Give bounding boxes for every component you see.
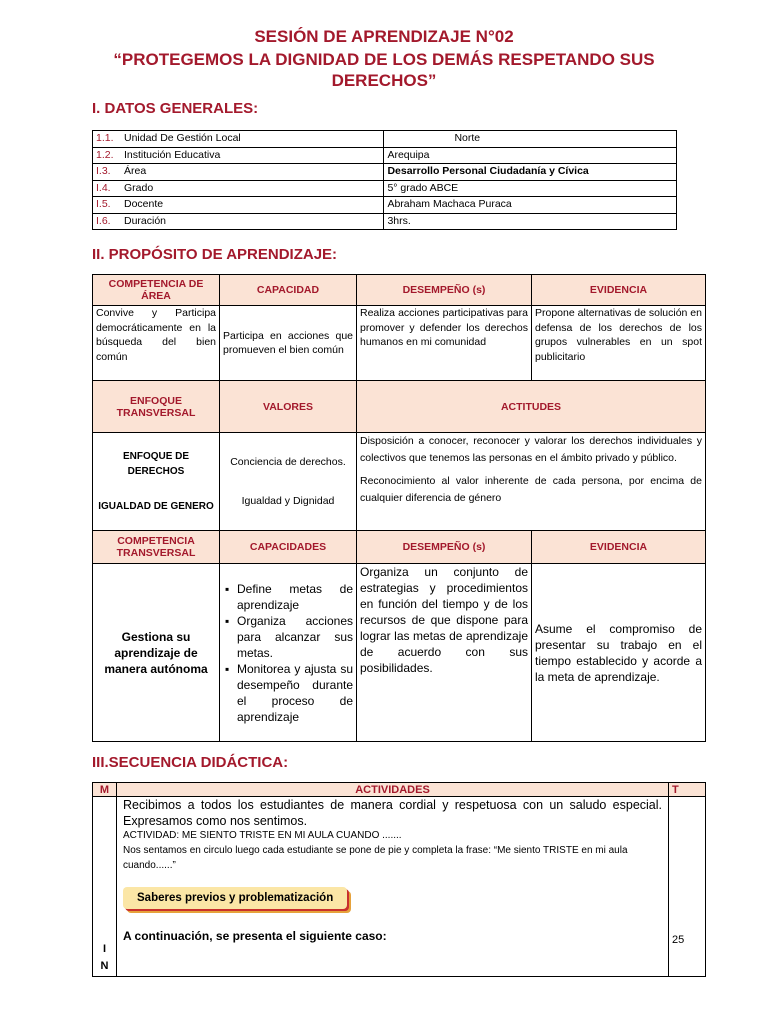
row-label: Duración (124, 214, 167, 227)
table-header-row (93, 381, 706, 433)
competencia-transversal-cell: Gestiona su aprendizaje de manera autónoma (93, 564, 220, 742)
datos-generales-heading: I. DATOS GENERALES: (92, 100, 259, 117)
header-valores: VALORES (220, 381, 357, 433)
paragraph-instruccion: Nos sentamos en circulo luego cada estudiante se pone de pie y completa la frase: “Me siento TRISTE en mi aula cuando......” (123, 845, 628, 871)
row-number: I.5. (96, 198, 111, 210)
capacidades-list (223, 581, 353, 725)
session-subtitle-line2: DERECHOS” (331, 71, 437, 90)
header-t: T (669, 783, 706, 797)
igualdad-genero-label: IGUALDAD DE GENERO (98, 501, 214, 512)
table-row (93, 147, 677, 164)
row-value: 5° grado ABCE (384, 180, 677, 197)
actitud-igualdad: Reconocimiento al valor inherente de cada persona, por encima de cualquier diferencia de género (360, 475, 702, 504)
actitud-derechos: Disposición a conocer, reconocer y valorar los derechos individuales y colectivos que tenemos las personas en el ámbito privado y público. (360, 435, 702, 464)
paragraph-caso: A continuación, se presenta el siguiente caso: (123, 929, 387, 943)
valor-conciencia: Conciencia de derechos. (230, 455, 346, 468)
datos-generales-table (92, 130, 677, 230)
row-value: Arequipa (384, 147, 677, 164)
row-number: I.4. (96, 181, 111, 194)
table-row (93, 213, 677, 230)
row-value: Abraham Machaca Puraca (384, 197, 677, 214)
header-actividades: ACTIVIDADES (117, 783, 669, 797)
paragraph-saludo: Recibimos a todos los estudiantes de manera cordial y respetuosa con un saludo especial. Expresamos como nos sentimos. (123, 798, 662, 828)
session-title: SESIÓN DE APRENDIZAJE N°02 (254, 27, 514, 46)
moment-letter: N (100, 960, 109, 972)
header-actitudes: ACTITUDES (357, 381, 706, 433)
row-value: Norte (384, 131, 677, 148)
table-row (93, 131, 677, 148)
table-header-row (93, 783, 706, 797)
row-label: Docente (124, 198, 164, 210)
proposito-heading: II. PROPÓSITO DE APRENDIZAJE: (92, 246, 338, 263)
competencia-cell: Convive y Participa democráticamente en la búsqueda del bien común (93, 306, 220, 381)
table-row (93, 797, 706, 977)
row-number: 1.1. (96, 132, 114, 144)
table-row (93, 433, 706, 531)
desempeno-transversal-cell: Organiza un conjunto de estrategias y procedimientos en función del tiempo y de los recursos de que dispone para lograr las metas de aprendizaje de acuerdo con sus posibilidades. (357, 564, 532, 742)
header-capacidad: CAPACIDAD (220, 275, 357, 306)
header-evidencia-2: EVIDENCIA (532, 531, 706, 564)
session-subtitle-line1: “PROTEGEMOS LA DIGNIDAD DE LOS DEMÁS RESPETANDO SUS (113, 50, 655, 69)
row-number: I.3. (96, 165, 111, 177)
header-competencia-area: COMPETENCIA DE ÁREA (93, 275, 220, 306)
secuencia-table (92, 782, 706, 977)
paragraph-actividad: ACTIVIDAD: ME SIENTO TRISTE EN MI AULA CUANDO ....... (123, 830, 402, 841)
table-row (93, 564, 706, 742)
header-desempeno: DESEMPEÑO (s) (357, 275, 532, 306)
table-header-row (93, 275, 706, 306)
header-competencia-transversal: COMPETENCIA TRANSVERSAL (93, 531, 220, 564)
list-item: ▪ Monitorea y ajusta su desempeño durante el proceso de aprendizaje (237, 661, 353, 725)
capacidad-cell: Participa en acciones que promueven el bien común (220, 306, 357, 381)
header-desempeno-2: DESEMPEÑO (s) (357, 531, 532, 564)
secuencia-heading: III.SECUENCIA DIDÁCTICA: (92, 754, 289, 771)
evidencia-transversal-cell: Asume el compromiso de presentar su trabajo en el tiempo establecido y acorde a la meta de aprendizaje. (532, 564, 706, 742)
row-value: Desarrollo Personal Ciudadanía y Cívica (384, 164, 677, 181)
valor-igualdad: Igualdad y Dignidad (241, 494, 335, 507)
table-row (93, 180, 677, 197)
header-m: M (93, 783, 117, 797)
proposito-table (92, 274, 706, 742)
desempeno-cell: Realiza acciones participativas para promover y defender los derechos humanos en mi comunidad (357, 306, 532, 381)
time-cell: 25 (669, 797, 706, 977)
moment-letter: I (102, 943, 107, 955)
table-row (93, 197, 677, 214)
list-item: ▪ Organiza acciones para alcanzar sus metas. (237, 613, 353, 661)
row-number: I.6. (96, 214, 111, 227)
row-value: 3hrs. (384, 213, 677, 230)
row-label: Área (124, 165, 147, 177)
list-item: ▪ Define metas de aprendizaje (237, 581, 353, 613)
table-row (93, 164, 677, 181)
header-capacidades: CAPACIDADES (220, 531, 357, 564)
saberes-previos-banner: Saberes previos y problematización (123, 887, 347, 909)
table-header-row (93, 531, 706, 564)
row-number: 1.2. (96, 148, 114, 161)
table-row (93, 306, 706, 381)
enfoque-derechos-label: ENFOQUE DE DERECHOS (122, 451, 190, 477)
row-label: Institución Educativa (124, 148, 221, 161)
evidencia-cell: Propone alternativas de solución en defensa de los derechos de los grupos vulnerables en un spot publicitario (532, 306, 706, 381)
header-evidencia: EVIDENCIA (532, 275, 706, 306)
header-enfoque-transversal: ENFOQUE TRANSVERSAL (93, 381, 220, 433)
row-label: Grado (124, 181, 154, 194)
row-label: Unidad De Gestión Local (124, 132, 241, 144)
